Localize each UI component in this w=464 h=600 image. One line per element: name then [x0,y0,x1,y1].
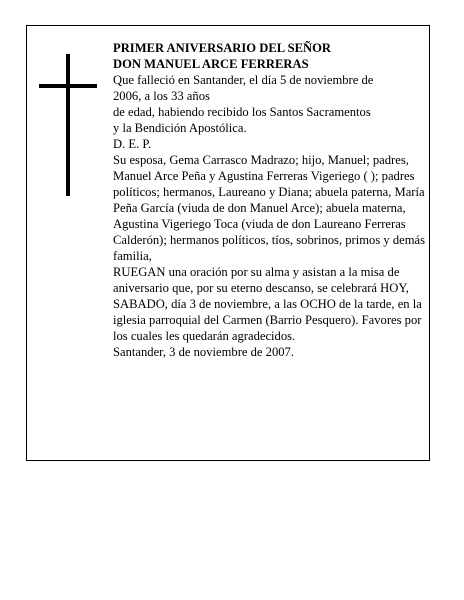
cross-icon [39,54,97,196]
notice-title-line-1: PRIMER ANIVERSARIO DEL SEÑOR [113,41,331,55]
notice-title-line-2: DON MANUEL ARCE FERRERAS [113,57,309,71]
obituary-notice [26,25,430,461]
cross-horizontal-bar [39,84,97,88]
cross-vertical-bar [66,54,70,196]
sacraments-line-2: y la Bendición Apostólica. [113,121,247,135]
notice-text [113,40,425,360]
death-info-line-2: 2006, a los 33 años [113,89,210,103]
dep-line: D. E. P. [113,137,152,151]
death-info-line-1: Que falleció en Santander, el día 5 de noviembre de [113,73,374,87]
mass-request-paragraph: RUEGAN una oración por su alma y asistan a la misa de aniversario que, por su eterno descanso, se celebrará HOY, SABADO, día 3 de noviembre, a las OCHO de la tarde, en la iglesia parroquial del Carmen (Barrio Pesquero). Favores por los cuales les quedarán agradecidos. [113,265,422,343]
sacraments-line-1: de edad, habiendo recibido los Santos Sacramentos [113,105,371,119]
closing-line: Santander, 3 de noviembre de 2007. [113,345,295,359]
family-paragraph: Su esposa, Gema Carrasco Madrazo; hijo, Manuel; padres, Manuel Arce Peña y Agustina Ferreras Vigeriego ( ); padres políticos; hermanos, Laureano y Diana; abuela paterna, María Peña García (viuda de don Manuel Arce); abuela materna, Agustina Vigeriego Toca (viuda de don Laureano Ferreras Calderón); hermanos políticos, tíos, sobrinos, primos y demás familia, [113,153,426,263]
